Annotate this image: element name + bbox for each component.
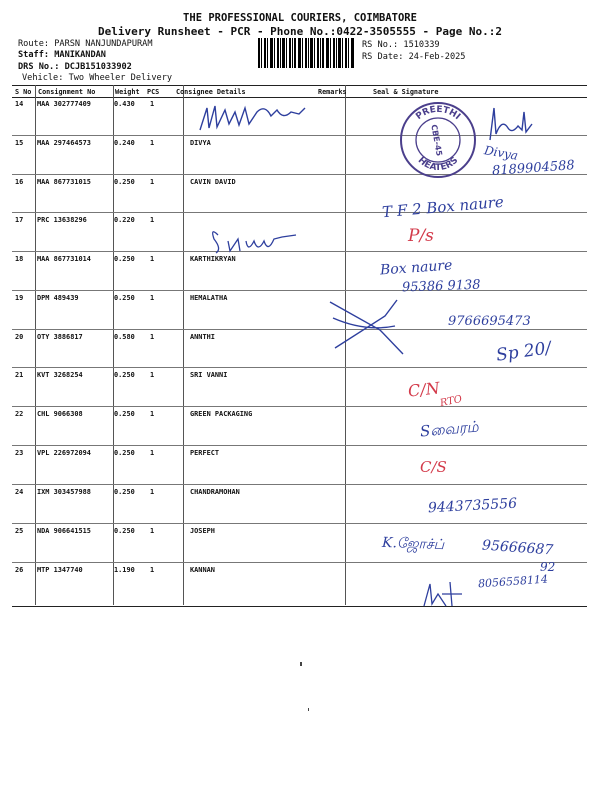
cell-weight: 0.430 bbox=[114, 100, 135, 108]
col-header-pcs: PCS bbox=[147, 88, 160, 96]
cell-consignment: MAA 867731014 bbox=[37, 255, 91, 263]
cell-pcs: 1 bbox=[150, 100, 155, 108]
cell-weight: 0.580 bbox=[114, 333, 135, 341]
cell-sno: 24 bbox=[15, 488, 24, 496]
cell-name: ANNTHI bbox=[190, 333, 215, 341]
handwritten-phone: 8056558114 bbox=[477, 572, 549, 591]
cell-weight: 0.250 bbox=[114, 449, 135, 457]
cell-pcs: 1 bbox=[150, 178, 155, 186]
cell-sno: 25 bbox=[15, 527, 24, 535]
company-stamp bbox=[398, 100, 478, 180]
cell-name: JOSEPH bbox=[190, 527, 215, 535]
cell-sno: 20 bbox=[15, 333, 24, 341]
cell-sno: 18 bbox=[15, 255, 24, 263]
handwritten-red-mark: C/S bbox=[420, 458, 447, 476]
col-divider bbox=[35, 85, 36, 605]
handwritten-phone: 9766695473 bbox=[448, 314, 531, 329]
drs-label: DRS No.: bbox=[18, 62, 60, 72]
cell-name: GREEN PACKAGING bbox=[190, 410, 253, 418]
cell-weight: 0.250 bbox=[114, 410, 135, 418]
cell-consignment: DPM 489439 bbox=[37, 294, 79, 302]
svg-text:CBE-45: CBE-45 bbox=[429, 123, 444, 157]
cell-pcs: 1 bbox=[150, 371, 155, 379]
cell-consignment: VPL 226972094 bbox=[37, 449, 91, 457]
handwritten-phone: 8189904588 bbox=[491, 158, 576, 179]
handwritten-red-mark: P/s bbox=[408, 226, 434, 246]
signature-row19 bbox=[325, 296, 410, 356]
barcode bbox=[258, 38, 354, 68]
cell-pcs: 1 bbox=[150, 294, 155, 302]
drs-line bbox=[18, 62, 132, 72]
cell-weight: 0.250 bbox=[114, 371, 135, 379]
cell-name: PERFECT bbox=[190, 449, 220, 457]
cell-consignment: NDA 906641515 bbox=[37, 527, 91, 535]
handwritten-note: Box naure bbox=[379, 257, 453, 279]
cell-consignment: IXM 303457988 bbox=[37, 488, 91, 496]
row-rule bbox=[12, 212, 587, 213]
cell-sno: 23 bbox=[15, 449, 24, 457]
handwritten-note: Sp 20/ bbox=[494, 338, 553, 366]
cell-pcs: 1 bbox=[150, 449, 155, 457]
company-title: THE PROFESSIONAL COURIERS, COIMBATORE bbox=[183, 12, 417, 24]
row-rule bbox=[12, 562, 587, 563]
handwritten-note: T F 2 Box naure bbox=[381, 192, 505, 222]
handwritten-signature: Sவைரம் bbox=[419, 417, 480, 441]
cell-consignment: MAA 867731015 bbox=[37, 178, 91, 186]
svg-text:HEATERS: HEATERS bbox=[415, 155, 461, 174]
row-rule bbox=[12, 329, 587, 330]
row-rule bbox=[12, 406, 587, 407]
cell-consignment: MAA 297464573 bbox=[37, 139, 91, 147]
col-header-sno: S No bbox=[15, 88, 32, 96]
signature-row14-b bbox=[484, 104, 534, 146]
row-rule bbox=[12, 367, 587, 368]
cell-consignment: CHL 9066308 bbox=[37, 410, 83, 418]
header-rule bbox=[12, 97, 587, 98]
rs-date: RS Date: 24-Feb-2025 bbox=[362, 52, 466, 62]
cell-weight: 0.250 bbox=[114, 178, 135, 186]
signature-row14 bbox=[195, 100, 325, 140]
cell-sno: 26 bbox=[15, 566, 24, 574]
staff-label: Staff: bbox=[18, 50, 50, 60]
handwritten-name: Divya bbox=[483, 143, 520, 163]
route-text: Route: PARSN NANJUNDAPURAM bbox=[18, 39, 153, 49]
cell-weight: 0.250 bbox=[114, 527, 135, 535]
handwritten-phone: 95666687 bbox=[481, 537, 554, 559]
cell-sno: 14 bbox=[15, 100, 24, 108]
col-header-remarks: Remarks bbox=[318, 88, 347, 96]
cell-sno: 22 bbox=[15, 410, 24, 418]
handwritten-red-mark: C/N bbox=[407, 378, 441, 401]
cell-sno: 15 bbox=[15, 139, 24, 147]
handwritten-number: 92 bbox=[540, 560, 556, 574]
col-divider bbox=[183, 85, 184, 605]
cell-pcs: 1 bbox=[150, 488, 155, 496]
cell-sno: 19 bbox=[15, 294, 24, 302]
cell-name: HEMALATHA bbox=[190, 294, 228, 302]
cell-consignment: MAA 302777409 bbox=[37, 100, 91, 108]
col-header-consignee: Consignee Details bbox=[176, 88, 246, 96]
cell-weight: 0.250 bbox=[114, 255, 135, 263]
rs-number: RS No.: 1510339 bbox=[362, 40, 440, 50]
cell-pcs: 1 bbox=[150, 410, 155, 418]
cell-consignment: OTY 3886817 bbox=[37, 333, 83, 341]
cell-weight: 0.220 bbox=[114, 216, 135, 224]
cell-consignment: PRC 13638296 bbox=[37, 216, 87, 224]
row-rule bbox=[12, 484, 587, 485]
cell-pcs: 1 bbox=[150, 566, 155, 574]
signature-row17 bbox=[210, 225, 300, 255]
cell-pcs: 1 bbox=[150, 527, 155, 535]
col-header-seal: Seal & Signature bbox=[373, 88, 439, 96]
cell-name: SRI VANNI bbox=[190, 371, 228, 379]
cell-name: CHANDRAMOHAN bbox=[190, 488, 240, 496]
row-rule bbox=[12, 290, 587, 291]
col-header-weight: Weight bbox=[115, 88, 140, 96]
cell-sno: 17 bbox=[15, 216, 24, 224]
cell-sno: 21 bbox=[15, 371, 24, 379]
cell-consignment: MTP 1347740 bbox=[37, 566, 83, 574]
cell-name: DIVYA bbox=[190, 139, 211, 147]
cell-consignment: KVT 3268254 bbox=[37, 371, 83, 379]
vehicle-text: Vehicle: Two Wheeler Delivery bbox=[22, 73, 173, 83]
staff-value: MANIKANDAN bbox=[54, 50, 106, 60]
drs-value: DCJB151033902 bbox=[64, 62, 132, 72]
handwritten-phone: 9443735556 bbox=[427, 495, 518, 517]
signature-row26 bbox=[420, 580, 465, 610]
cell-weight: 0.240 bbox=[114, 139, 135, 147]
cell-weight: 0.250 bbox=[114, 294, 135, 302]
cell-name: CAVIN DAVID bbox=[190, 178, 236, 186]
row-rule bbox=[12, 523, 587, 524]
speck bbox=[308, 708, 309, 711]
svg-text:PREETHI: PREETHI bbox=[414, 104, 463, 123]
cell-name: KANNAN bbox=[190, 566, 215, 574]
col-header-consignment: Consignment No bbox=[38, 88, 96, 96]
cell-pcs: 1 bbox=[150, 139, 155, 147]
cell-weight: 1.190 bbox=[114, 566, 135, 574]
handwritten-red-mark: RTO bbox=[439, 393, 464, 410]
handwritten-number: 95386 9138 bbox=[401, 277, 481, 296]
staff-line bbox=[18, 50, 106, 60]
handwritten-signature: K.ஜோச்ப் bbox=[381, 534, 445, 554]
row-rule bbox=[12, 445, 587, 446]
cell-pcs: 1 bbox=[150, 333, 155, 341]
cell-pcs: 1 bbox=[150, 216, 155, 224]
cell-name: KARTHIKRYAN bbox=[190, 255, 236, 263]
cell-weight: 0.250 bbox=[114, 488, 135, 496]
runsheet-title: Delivery Runsheet - PCR - Phone No.:0422-3505555 - Page No.:2 bbox=[98, 25, 502, 38]
speck bbox=[300, 662, 302, 666]
cell-pcs: 1 bbox=[150, 255, 155, 263]
cell-sno: 16 bbox=[15, 178, 24, 186]
